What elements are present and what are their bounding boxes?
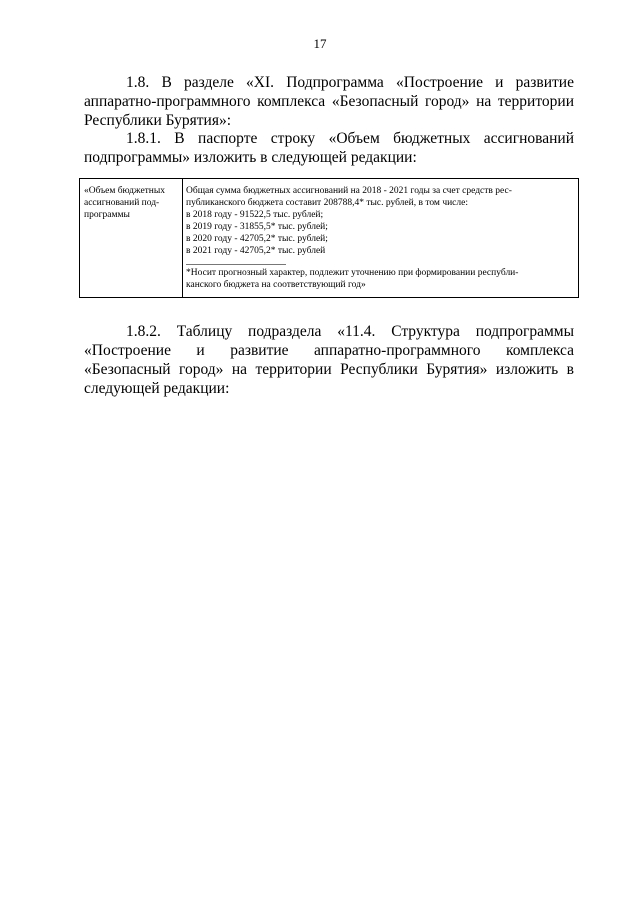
footnote-line: *Носит прогнозный характер, подлежит уточнению при формировании республи- (186, 268, 519, 278)
content-line: в 2018 году - 91522,5 тыс. рублей; (186, 210, 324, 220)
table-content-cell (183, 179, 579, 298)
footnote-line: канского бюджета на соответствующий год» (186, 280, 366, 290)
budget-allocation-table (79, 178, 579, 298)
table-label-cell (80, 179, 183, 298)
content-line: публиканского бюджета составит 208788,4* тыс. рублей, в том числе: (186, 198, 468, 208)
content-line: в 2019 году - 31855,5* тыс. рублей; (186, 222, 328, 232)
content-line: в 2020 году - 42705,2* тыс. рублей; (186, 234, 328, 244)
label-line: «Объем бюджетных (84, 186, 166, 196)
footnote-divider (186, 264, 286, 265)
table-row (80, 179, 579, 298)
paragraph-1-8-2: 1.8.2. Таблицу подраздела «11.4. Структура подпрограммы «Построение и развитие аппаратно-программного комплекса «Безопасный город» на территории Республики Бурятия» изложить в следующей редакции: (84, 323, 574, 397)
content-line: в 2021 году - 42705,2* тыс. рублей (186, 246, 326, 256)
page-number: 17 (313, 36, 327, 51)
label-line: ассигнований под- (84, 198, 160, 208)
content-line: Общая сумма бюджетных ассигнований на 2018 - 2021 годы за счет средств рес- (186, 186, 512, 196)
label-line: программы (84, 210, 130, 220)
paragraph-1-8: 1.8. В разделе «XI. Подпрограмма «Построение и развитие аппаратно-программного комплекса «Безопасный город» на территории Республики Бурятия»: (84, 74, 574, 129)
paragraph-1-8-1: 1.8.1. В паспорте строку «Объем бюджетных ассигнований подпрограммы» изложить в следующей редакции: (84, 130, 574, 166)
